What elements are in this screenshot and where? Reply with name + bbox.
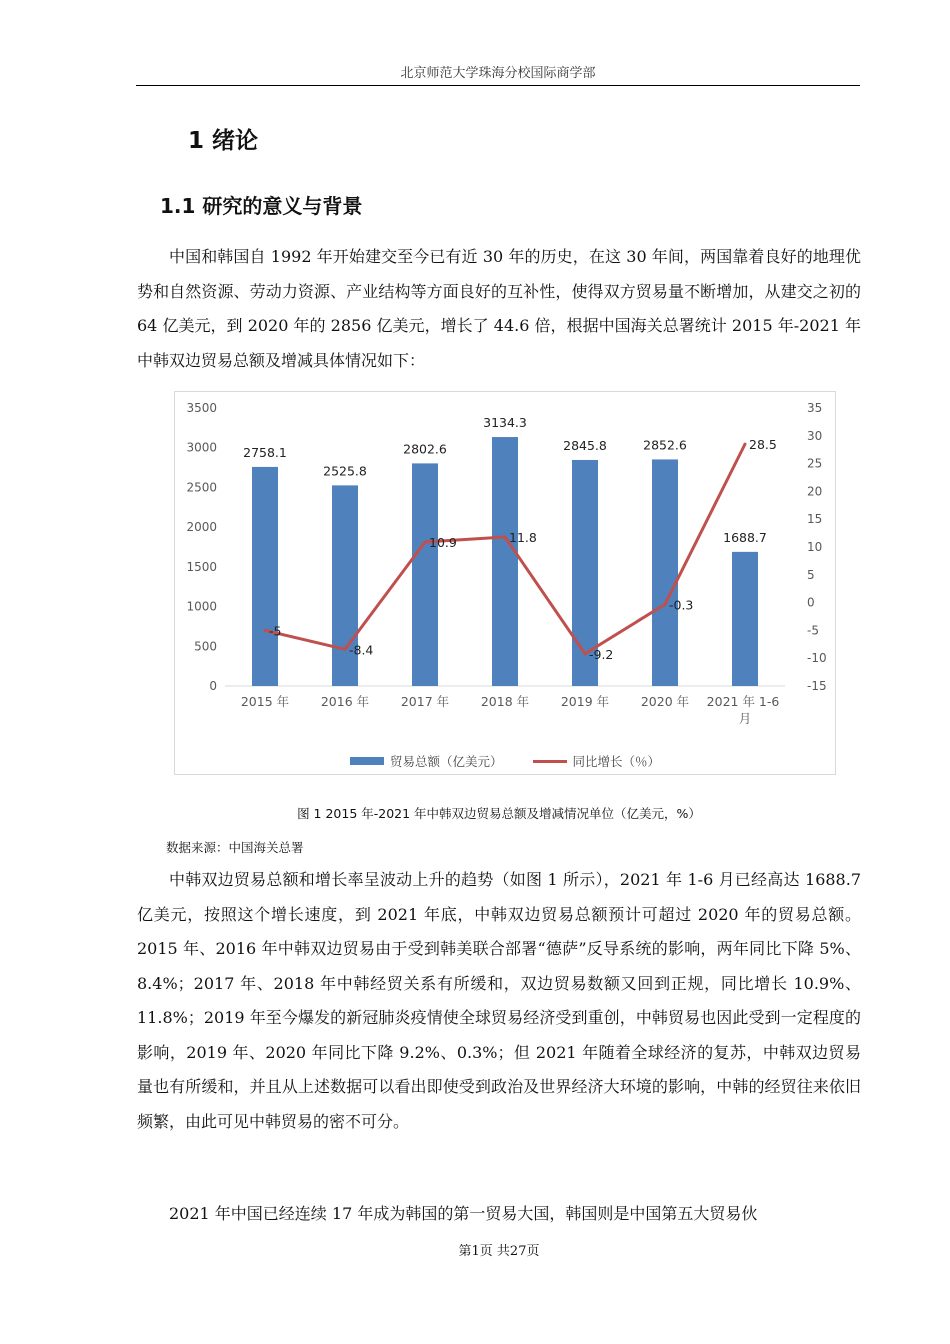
- legend-label-bar: 贸易总额（亿美元）: [389, 754, 503, 769]
- line-point: [664, 603, 667, 606]
- paragraph-text: 中韩双边贸易总额和增长率呈波动上升的趋势（如图 1 所示），2021 年 1-6 月已经高达 1688.7 亿美元，按照这个增长速度，到 2021 年底，中韩双边贸易总额预计可超过 2020 年的贸易总额。2015 年、2016 年中韩双边贸易由于受到韩美联合部署“德萨”反导系统的影响，两年同比下降 5%、8.4%；2017 年、2018 年中韩经贸关系有所缓和，双边贸易数额又回到正规，同比增长 10.9%、11.8%；2019 年至今爆发的新冠肺炎疫情使全球贸易经济受到重创，中韩贸易也因此受到一定程度的影响，2019 年、2020 年同比下降 9.2%、0.3%；但 2021 年随着全球经济的复苏，中韩双边贸易量也有所缓和，并且从上述数据可以看出即使受到政治及世界经济大环境的影响，中韩的经贸往来依旧频繁，由此可见中韩贸易的密不可分。: [137, 870, 861, 1131]
- y-right-tick-label: 10: [807, 540, 823, 554]
- bar-data-label: 2758.1: [243, 444, 287, 460]
- paragraph-partner: [137, 1197, 861, 1232]
- line-data-label: 11.8: [509, 529, 537, 545]
- y-right-tick-label: 35: [807, 401, 823, 415]
- legend-swatch-bar: [350, 757, 384, 765]
- y-right-tick-label: 15: [807, 512, 823, 527]
- legend-item-bar: [350, 752, 503, 770]
- x-tick-label-line: 2015 年: [240, 694, 290, 709]
- legend-label-line: 同比增长（％）: [572, 754, 661, 769]
- legend-item-line: [533, 752, 661, 770]
- y-left-tick-label: 1500: [186, 559, 217, 574]
- paragraph-intro: [137, 240, 861, 378]
- trade-chart: [174, 391, 836, 775]
- line-data-label: -0.3: [669, 597, 694, 613]
- line-point: [744, 443, 747, 446]
- y-left-tick-label: 2500: [186, 480, 217, 495]
- x-tick-label: [561, 694, 609, 709]
- bar-data-label: 2525.8: [323, 463, 367, 479]
- line-data-label: -5: [269, 623, 282, 639]
- page-footer: 第1页 共27页: [458, 1244, 540, 1259]
- x-tick-label: [401, 694, 449, 709]
- line-point: [584, 652, 587, 655]
- x-tick-label: [707, 694, 784, 726]
- figure-caption: 图 1 2015 年-2021 年中韩双边贸易总额及增减情况单位（亿美元，%）: [297, 806, 701, 821]
- x-tick-label: [321, 694, 369, 709]
- line-data-label: 28.5: [749, 437, 777, 453]
- x-tick-label-line: 2016 年: [320, 694, 370, 709]
- line-data-label: 10.9: [429, 534, 457, 550]
- y-right-tick-label: 0: [807, 595, 815, 610]
- x-tick-label-line: 2017 年: [400, 694, 450, 709]
- y-right-tick-label: -15: [807, 679, 827, 693]
- bar: [732, 552, 758, 686]
- x-tick-label-line: 2019 年: [560, 694, 610, 709]
- y-right-tick-label: -5: [807, 623, 819, 638]
- line-point: [344, 648, 347, 651]
- bar-data-label: 3134.3: [483, 415, 527, 431]
- x-tick-label: [481, 694, 529, 709]
- chapter-title: 1 绪论: [188, 128, 259, 154]
- y-left-tick-label: 1000: [186, 599, 217, 614]
- line-point: [264, 629, 267, 632]
- y-left-tick-label: 3500: [186, 401, 217, 415]
- paragraph-text: 中国和韩国自 1992 年开始建交至今已有近 30 年的历史，在这 30 年间，两国靠着良好的地理优势和自然资源、劳动力资源、产业结构等方面良好的互补性，使得双方贸易量不断增加，从建交之初的 64 亿美元，到 2020 年的 2856 亿美元，增长了 44.6 倍，根据中国海关总署统计 2015 年-2021 年中韩双边贸易总额及增减具体情况如下：: [137, 247, 861, 370]
- bar: [652, 459, 678, 686]
- y-right-tick-label: -10: [807, 651, 827, 666]
- bar-data-label: 2852.6: [643, 437, 687, 453]
- bar-data-label: 1688.7: [723, 529, 767, 545]
- section-title: 1.1 研究的意义与背景: [160, 194, 363, 218]
- header-rule: [136, 85, 860, 86]
- y-left-tick-label: 2000: [186, 520, 217, 535]
- y-left-tick-label: 3000: [186, 440, 217, 455]
- y-right-tick-label: 30: [807, 428, 823, 443]
- bar-data-label: 2845.8: [563, 437, 607, 453]
- chart-canvas: [175, 392, 835, 774]
- line-point: [504, 535, 507, 538]
- x-tick-label-line: 2021 年 1-6: [706, 694, 784, 709]
- x-tick-label-line: 2020 年: [640, 694, 690, 709]
- line-data-label: -8.4: [349, 642, 374, 658]
- y-left-tick-label: 500: [194, 639, 217, 654]
- x-tick-label-line: 月: [738, 711, 752, 726]
- line-point: [424, 540, 427, 543]
- y-left-tick-label: 0: [209, 679, 217, 693]
- x-tick-label: [241, 694, 289, 709]
- y-right-tick-label: 5: [807, 567, 815, 582]
- paragraph-text: 2021 年中国已经连续 17 年成为韩国的第一贸易大国，韩国则是中国第五大贸易伙: [169, 1204, 758, 1223]
- legend-swatch-line: [533, 760, 567, 763]
- line-data-label: -9.2: [589, 646, 614, 662]
- bar: [252, 467, 278, 686]
- page-header: 北京师范大学珠海分校国际商学部: [400, 66, 596, 81]
- paragraph-analysis: [137, 863, 861, 1139]
- bar-data-label: 2802.6: [403, 441, 447, 457]
- bar: [412, 463, 438, 686]
- bar: [492, 437, 518, 686]
- y-right-tick-label: 20: [807, 484, 823, 499]
- x-tick-label: [641, 694, 689, 709]
- x-tick-label-line: 2018 年: [480, 694, 530, 709]
- figure-source: 数据来源：中国海关总署: [166, 840, 304, 855]
- chart-legend: [175, 752, 835, 770]
- y-right-tick-label: 25: [807, 456, 823, 471]
